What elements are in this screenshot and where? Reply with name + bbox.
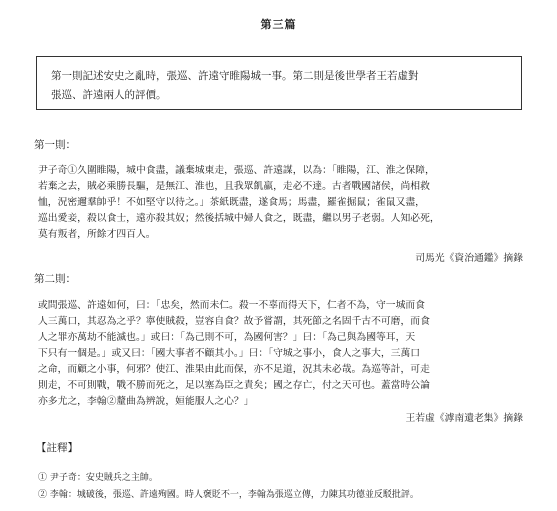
section1-text (38, 163, 526, 243)
section2-line: 亦多尤之，李翰②釐曲為辨說，姮能服人之心？」 (38, 396, 254, 407)
section1-heading: 第一則： (34, 139, 76, 151)
section2-text (38, 298, 526, 410)
summary-box (36, 56, 522, 110)
section1-line: 巡出愛妾，殺以食士，遠亦殺其奴；然後括城中婦人食之，既盡，繼以男子老弱。人知必死， (38, 213, 440, 224)
section2-line: 人三萬口，其忍為之乎？寧使賊殺，豈容自食？故予嘗謂，其死節之名固千古不可磨，而食 (38, 316, 430, 327)
note-item: ① 尹子奇：安史賊兵之主帥。 (38, 473, 158, 483)
page-title: 第三篇 (260, 18, 297, 31)
section2-line: 則走，不可則戰，戰不勝而死之，足以塞為臣之責矣；國之存亡，付之天可也。蓋當時公論 (38, 380, 430, 391)
section2-heading: 第二則： (34, 273, 76, 285)
section2-line: 下只有一個是。」或又曰：「國大事者不顧其小。」曰：「守城之事小，食人之事大，三萬口 (38, 348, 421, 359)
section2-line: 人之罪亦萬劫不能滅也。」或曰：「為己則不可，為國何害？」曰：「為己與為國等耳，天 (38, 332, 416, 343)
note-item: ② 李翰：城破後，張巡、許遠殉國。時人褒貶不一，李翰為張巡立傳，力陳其功德並反駁批評。 (38, 490, 419, 500)
notes-title: 【註釋】 (36, 442, 78, 454)
section1-source: 司馬光《資治通鑑》摘錄 (415, 253, 523, 264)
section1-line: 若棄之去，賊必乘勝長驅，是無江、淮也，且我眾飢羸，走必不達。古者戰國諸侯，尚相救 (38, 181, 430, 192)
section1-line: 尹子奇①久圍睢陽，城中食盡，議棄城東走，張巡、許遠謀，以為：「睢陽，江、淮之保障， (38, 165, 435, 176)
section1-line: 恤，況密邇羣帥乎！不如堅守以待之。」茶紙既盡，遂食馬；馬盡，羅雀掘鼠；雀鼠又盡， (38, 197, 425, 208)
section2-line: 之命，而顧之小事，何邪？使江、淮果由此而保，亦不足道，況其未必哉。為巡等計，可走 (38, 364, 430, 375)
summary-line: 第一則記述安史之亂時，張巡、許遠守睢陽城一事。第二則是後世學者王若虛對 (51, 70, 419, 82)
section2-source: 王若虛《滹南遺老集》摘錄 (405, 413, 523, 424)
summary-line: 張巡、許遠兩人的評價。 (51, 89, 167, 101)
section1-line: 莫有叛者，所餘才四百人。 (38, 229, 156, 240)
section2-line: 或問張巡、許遠如何，曰：「忠矣，然而未仁。殺一不辜而得天下，仁者不為，守一城而食 (38, 300, 425, 311)
